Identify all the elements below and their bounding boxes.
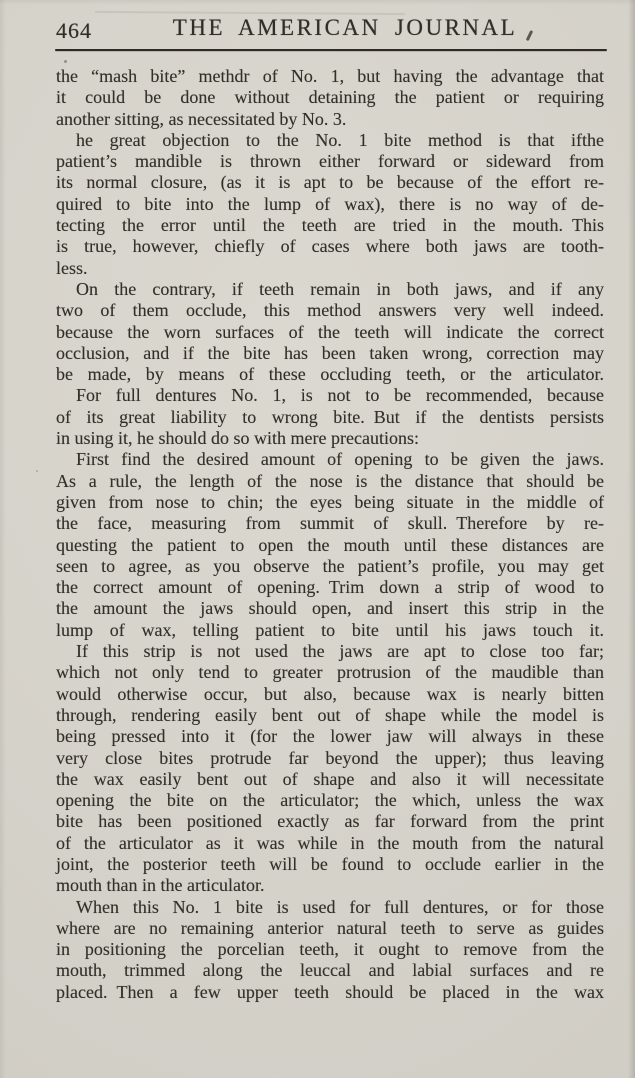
text-line: of its great liability to wrong bite. But if the dentists persists (56, 406, 604, 427)
text-line: lump of wax, telling patient to bite until his jaws touch it. (56, 619, 604, 640)
text-line: the face, measuring from summit of skull. Therefore by re- (56, 513, 604, 534)
text-line: mouth, trimmed along the leuccal and labial surfaces and re (56, 960, 604, 981)
ink-speck (64, 60, 67, 63)
text-line: tecting the error until the teeth are tried in the mouth. This (56, 215, 604, 236)
text-line: of the articulator as it was while in the mouth from the natural (56, 832, 604, 853)
paragraph (56, 130, 604, 279)
text-line: First find the desired amount of opening to be given the jaws. (76, 449, 604, 470)
text-line: placed. Then a few upper teeth should be placed in the wax (56, 981, 604, 1002)
text-line: in positioning the porcelian teeth, it ought to remove from the (56, 939, 604, 960)
text-line: the correct amount of opening. Trim down a strip of wood to (56, 577, 604, 598)
text-line: another sitting, as necessitated by No. 3. (56, 108, 347, 129)
text-line: very close bites protrude far beyond the upper); thus leaving (56, 747, 604, 768)
text-line: which not only tend to greater protrusion of the maudible than (56, 662, 604, 683)
text-line: bite has been positioned exactly as far forward from the print (56, 811, 604, 832)
text-line: joint, the posterior teeth will be found to occlude earlier in the (56, 853, 604, 874)
text-line: patient’s mandible is thrown either forward or sideward from (56, 151, 604, 172)
page-header (56, 14, 604, 44)
text-line: If this strip is not used the jaws are apt to close too far; (76, 641, 604, 662)
paragraph (56, 66, 604, 130)
text-line: its normal closure, (as it is apt to be because of the effort re- (56, 172, 604, 193)
text-line: the amount the jaws should open, and insert this strip in the (56, 598, 604, 619)
text-line: through, rendering easily bent out of shape while the model is (56, 704, 604, 725)
text-line: is true, however, chiefly of cases where both jaws are tooth- (56, 236, 604, 257)
text-line: seen to agree, as you observe the patient’s profile, you may get (56, 555, 604, 576)
text-line: occlusion, and if the bite has been taken wrong, correction may (56, 342, 604, 363)
text-line: it could be done without detaining the patient or requiring (56, 87, 604, 108)
text-line: be made, by means of these occluding teeth, or the articulator. (56, 364, 604, 385)
text-line: opening the bite on the articulator; the which, unless the wax (56, 790, 604, 811)
text-line: in using it, he should do so with mere precautions: (56, 428, 419, 449)
text-line: mouth than in the articulator. (56, 875, 265, 896)
text-line: being pressed into it (for the lower jaw will always in these (56, 726, 604, 747)
text-line: because the worn surfaces of the teeth will indicate the correct (56, 321, 604, 342)
text-line: For full dentures No. 1, is not to be recommended, because (76, 385, 604, 406)
header-rule (55, 49, 607, 51)
paragraph (56, 279, 604, 385)
text-line: questing the patient to open the mouth until these distances are (56, 534, 604, 555)
journal-title: THE AMERICAN JOURNAL (172, 15, 518, 40)
text-line: On the contrary, if teeth remain in both jaws, and if any (76, 278, 604, 299)
page-body (56, 66, 604, 1003)
paragraph (56, 897, 604, 1003)
paragraph (56, 449, 604, 641)
paragraph (56, 641, 604, 897)
text-line: the wax easily bent out of shape and also it will necessitate (56, 768, 604, 789)
text-line: would otherwise occur, but also, because wax is nearly bitten (56, 683, 604, 704)
text-line: As a rule, the length of the nose is the distance that should be (56, 470, 604, 491)
text-line: When this No. 1 bite is used for full dentures, or for those (76, 896, 604, 917)
text-line: less. (56, 257, 88, 278)
paragraph (56, 385, 604, 449)
text-line: two of them occlude, this method answers very well indeed. (56, 300, 604, 321)
page-number: 464 (56, 18, 92, 43)
text-line: the “mash bite” methdr of No. 1, but having the advantage that (56, 66, 604, 86)
text-line: he great objection to the No. 1 bite method is that ifthe (76, 129, 604, 150)
text-line: given from nose to chin; the eyes being situate in the middle of (56, 491, 604, 512)
ink-speck (36, 470, 38, 472)
text-line: where are no remaining anterior natural teeth to serve as guides (56, 917, 604, 938)
text-line: quired to bite into the lump of wax), there is no way of de- (56, 193, 604, 214)
